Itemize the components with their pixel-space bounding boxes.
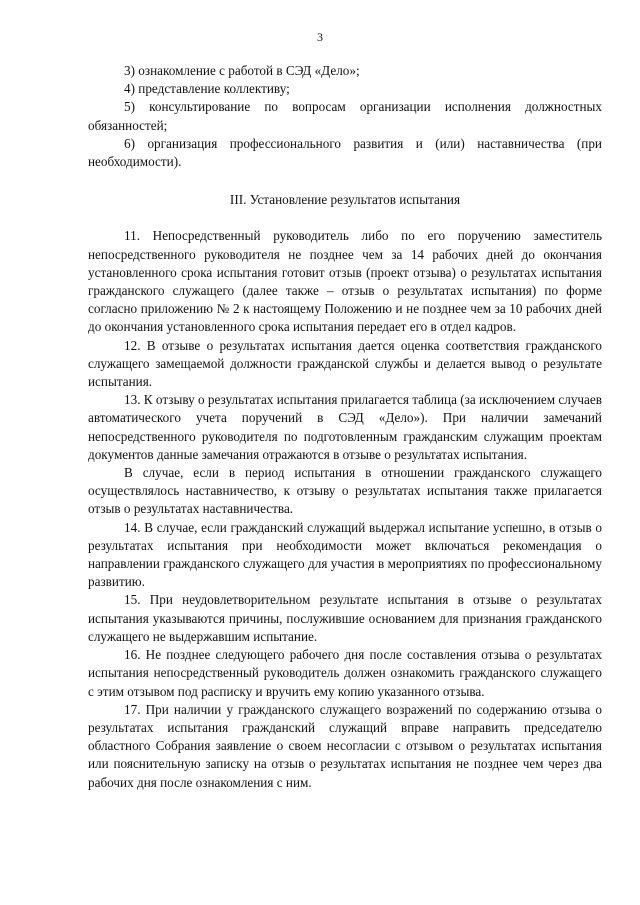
list-item: 6) организация профессионального развития и (или) наставничества (при необходимости). [88,135,602,170]
paragraph: 17. При наличии у гражданского служащего возражений по содержанию отзыва о результатах испытания гражданский служащий вправе направить председателю областного Собрания заявление о своем несогласии с отзывом о результатах испытания или пояснительную записку на отзыв о результатах испытания не позднее чем через два рабочих дня после ознакомления с ним. [88,701,602,790]
paragraph: 12. В отзыве о результатах испытания дается оценка соответствия гражданского служащего замещаемой должности гражданской службы и делается вывод о результате испытания. [88,337,602,390]
paragraph: 13. К отзыву о результатах испытания прилагается таблица (за исключением случаев автоматического учета поручений в СЭД «Дело»). При наличии замечаний непосредственного руководителя по подготовленным гражданским служащим проектам документов данные замечания отражаются в отзыве о результатах испытания. [88,392,602,462]
paragraph: В случае, если в период испытания в отношении гражданского служащего осуществлялось наставничество, к отзыву о результатах испытания также прилагается отзыв о результатах наставничества. [88,465,602,517]
list-item: 4) представление коллективу; [124,81,290,97]
paragraph: 16. Не позднее следующего рабочего дня после составления отзыва о результатах испытания непосредственный руководитель должен ознакомить гражданского служащего с этим отзывом под расписку и вручить ему копию указанного отзыва. [88,647,602,699]
list-item: 5) консультирование по вопросам организации исполнения должностных обязанностей; [88,99,602,133]
document-body [88,62,602,792]
list-item: 3) ознакомление с работой в СЭД «Дело»; [124,63,360,78]
paragraph: 15. При неудовлетворительном результате испытания в отзыве о результатах испытания указываются причины, послужившие основанием для признания гражданского служащего не выдержавшим испытание. [88,592,602,644]
paragraph: 14. В случае, если гражданский служащий выдержал испытание успешно, в отзыв о результатах испытания при необходимости может включаться рекомендация о направлении гражданского служащего для участия в мероприятиях по профессиональному развитию. [88,519,602,590]
page-number: 3 [317,30,323,44]
paragraph: 11. Непосредственный руководитель либо по его поручению заместитель непосредственного руководителя не позднее чем за 14 рабочих дней до окончания установленного срока испытания готовит отзыв (проект отзыва) о результатах испытания гражданского служащего (далее также – отзыв о результатах испытания) по форме согласно приложению № 2 к настоящему Положению и не позднее чем за 10 рабочих дней до окончания установленного срока испытания передает его в отдел кадров. [88,228,602,335]
section-title: III. Установление результатов испытания [229,192,461,208]
